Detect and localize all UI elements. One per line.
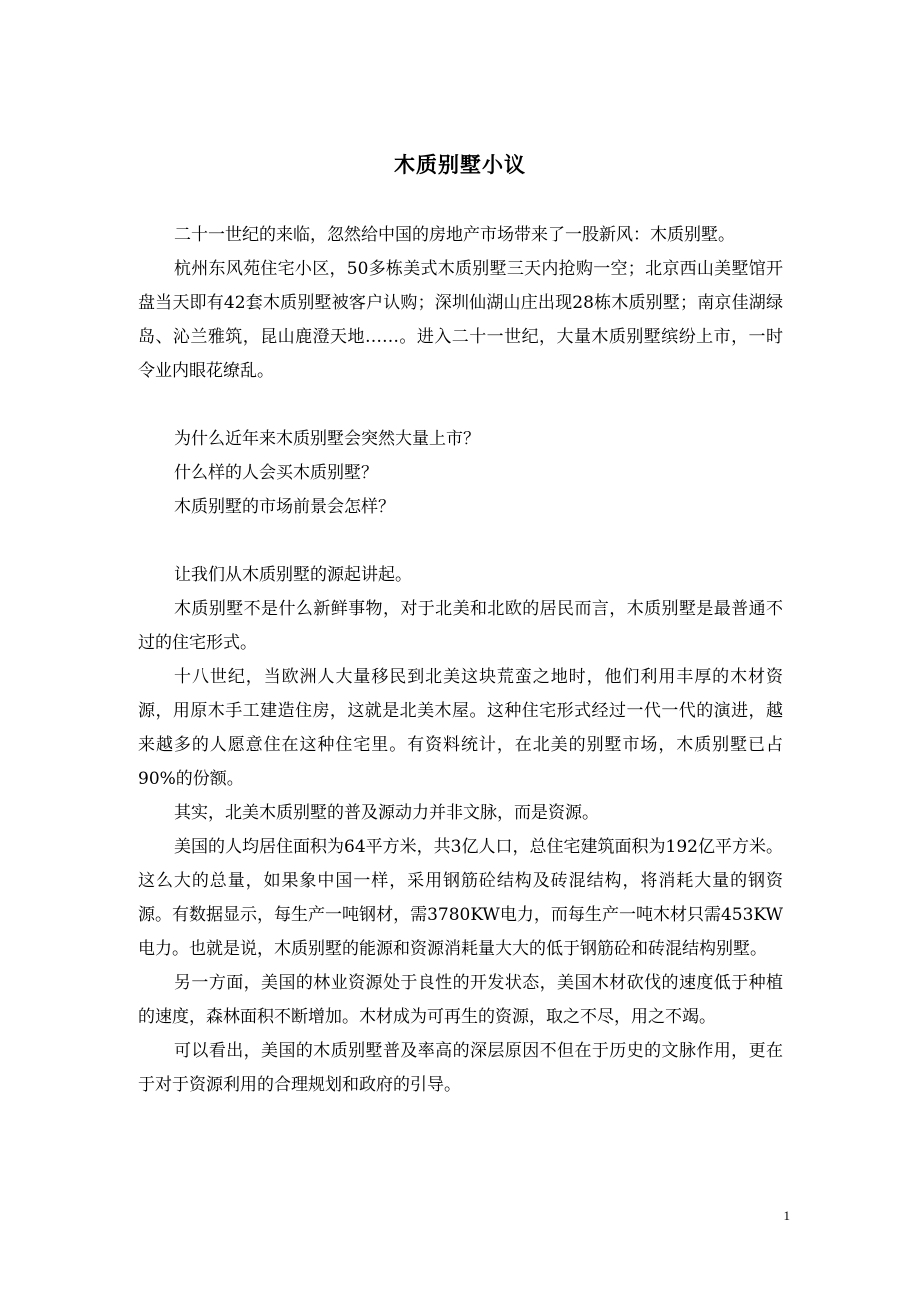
paragraph-statistics: 美国的人均居住面积为64平方米，共3亿人口，总住宅建筑面积为192亿平方米。这么大的总量，如果象中国一样，采用钢筋砼结构及砖混结构，将消耗大量的钢资源。有数据显示，每生产一吨钢材，需3780KW电力，而每生产一吨木材只需453KW电力。也就是说，木质别墅的能源和资源消耗量大大的低于钢筋砼和砖混结构别墅。 (138, 837, 783, 959)
question-line: 为什么近年来木质别墅会突然大量上市？ (174, 429, 480, 449)
page-number: 1 (783, 1208, 790, 1223)
document-title: 木质别墅小议 (394, 153, 526, 177)
paragraph-examples: 杭州东风苑住宅小区，50多栋美式木质别墅三天内抢购一空；北京西山美墅馆开盘当天即有42套木质别墅被客户认购；深圳仙湖山庄出现28栋木质别墅；南京佳湖绿岛、沁兰雅筑，昆山鹿澄天地……。进入二十一世纪，大量木质别墅缤纷上市，一时令业内眼花缭乱。 (138, 259, 783, 381)
paragraph-resources: 其实，北美木质别墅的普及源动力并非文脉，而是资源。 (174, 803, 599, 823)
question-line: 什么样的人会买木质别墅？ (174, 463, 378, 483)
paragraph-forestry: 另一方面，美国的林业资源处于良性的开发状态，美国木材砍伐的速度低于种植的速度，森林面积不断增加。木材成为可再生的资源，取之不尽，用之不竭。 (138, 973, 783, 1027)
paragraph-spacer (138, 524, 783, 558)
document-body (138, 218, 783, 1102)
paragraph-history: 十八世纪，当欧洲人大量移民到北美这块荒蛮之地时，他们利用丰厚的木材资源，用原木手工建造住房，这就是北美木屋。这种住宅形式经过一代一代的演进，越来越多的人愿意住在这种住宅里。有资料统计，在北美的别墅市场，木质别墅已占90%的份额。 (138, 667, 783, 789)
paragraph-not-new: 木质别墅不是什么新鲜事物，对于北美和北欧的居民而言，木质别墅是最普通不过的住宅形式。 (138, 599, 783, 653)
paragraph-conclusion: 可以看出，美国的木质别墅普及率高的深层原因不但在于历史的文脉作用，更在于对于资源利用的合理规划和政府的引导。 (138, 1041, 783, 1095)
question-line: 木质别墅的市场前景会怎样？ (174, 497, 395, 517)
paragraph-spacer (138, 388, 783, 422)
paragraph-origin-intro: 让我们从木质别墅的源起讲起。 (174, 565, 412, 585)
paragraph-intro: 二十一世纪的来临，忽然给中国的房地产市场带来了一股新风：木质别墅。 (174, 225, 735, 245)
